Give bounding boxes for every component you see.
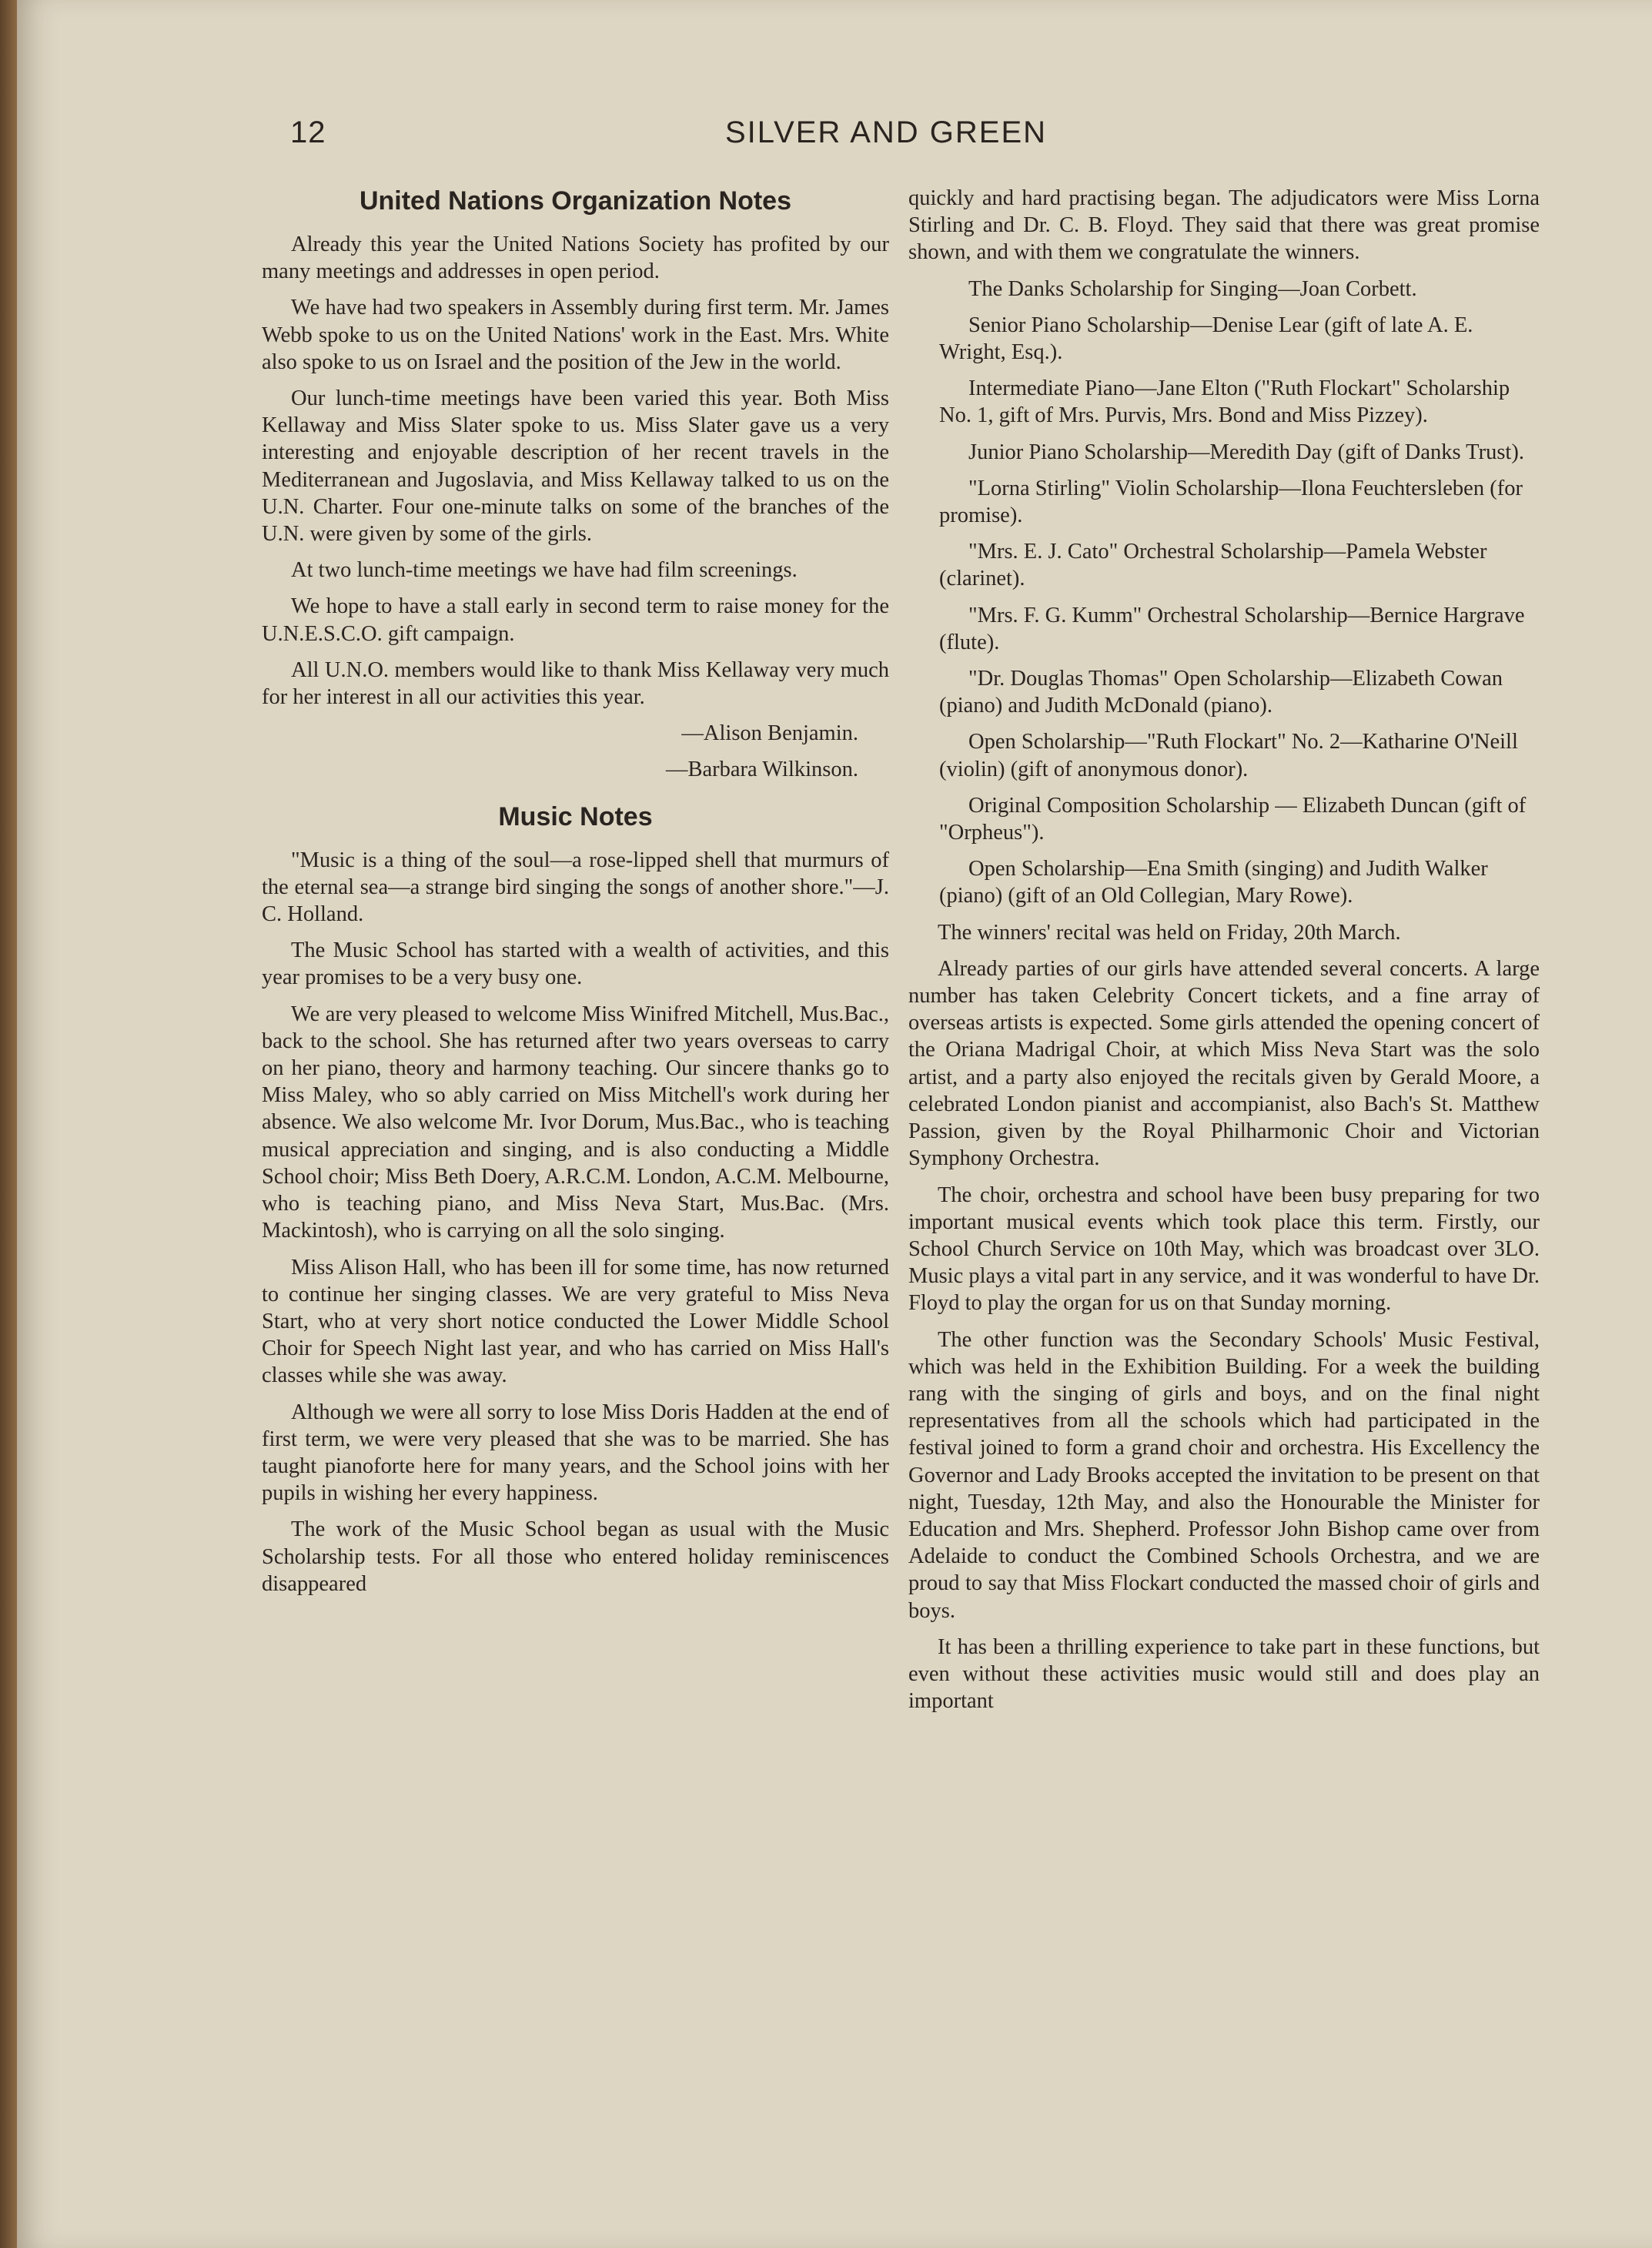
scholarship-item: Intermediate Piano—Jane Elton ("Ruth Flockart" Scholarship No. 1, gift of Mrs. Purvis, Mrs. Bond and Miss Pizzey). [939,376,1510,428]
signature: —Alison Benjamin. [681,721,858,746]
uno-paragraph: We hope to have a stall early in second term to raise money for the U.N.E.S.C.O. gift campaign. [262,594,889,646]
uno-heading: United Nations Organization Notes [359,186,792,216]
music-heading: Music Notes [498,801,653,831]
right-column [908,185,1540,1724]
page-header [17,115,1652,162]
music-paragraph: It has been a thrilling experience to take part in these functions, but even without these activities music would still and does play an important [908,1634,1540,1714]
signature: —Barbara Wilkinson. [665,758,858,782]
music-paragraph: The winners' recital was held on Friday, 20th March. [938,920,1401,945]
scholarship-item: Open Scholarship—Ena Smith (singing) and Judith Walker (piano) (gift of an Old Collegian, Mary Rowe). [939,857,1488,908]
uno-paragraph: At two lunch-time meetings we have had film screenings. [291,558,798,583]
music-paragraph: The Music School has started with a wealth of activities, and this year promises to be a very busy one. [262,938,889,990]
uno-paragraph: Our lunch-time meetings have been varied this year. Both Miss Kellaway and Miss Slater spoke to us. Miss Slater gave us a very interesting and enjoyable description of her recent travels in the Mediterranean and Jugoslavia, and Miss Kellaway talked to us on the U.N. Charter. Four one-minute talks on some of the branches of the U.N. were given by some of the girls. [262,386,889,547]
left-column [262,185,889,1607]
scholarship-item: "Dr. Douglas Thomas" Open Scholarship—Elizabeth Cowan (piano) and Judith McDonald (piano). [939,667,1503,718]
running-title: SILVER AND GREEN [725,115,1048,149]
music-quote: "Music is a thing of the soul—a rose-lipped shell that murmurs of the eternal sea—a strange bird singing the songs of another shore."—J. C. Holland. [262,848,889,927]
scholarship-item: Original Composition Scholarship — Elizabeth Duncan (gift of "Orpheus"). [939,793,1527,845]
music-continuation: quickly and hard practising began. The adjudicators were Miss Lorna Stirling and Dr. C. B. Floyd. They said that there was great promise shown, and with them we congratulate the winners. [908,186,1540,265]
uno-paragraph: We have had two speakers in Assembly during first term. Mr. James Webb spoke to us on the United Nations' work in the East. Mrs. White also spoke to us on Israel and the position of the Jew in the world. [262,296,889,374]
music-paragraph: Already parties of our girls have attended several concerts. A large number has taken Celebrity Concert tickets, and a fine array of overseas artists is expected. Some girls attended the opening concert of the Oriana Madrigal Choir, at which Miss Neva Start was the solo artist, and a party also enjoyed the recitals given by Gerald Moore, a celebrated London pianist and accompianist, also Bach's St. Matthew Passion, given by the Royal Philharmonic Choir and Victorian Symphony Orchestra. [908,956,1540,1171]
page-number: 12 [290,115,326,149]
scholarship-item: Junior Piano Scholarship—Meredith Day (gift of Danks Trust). [968,440,1524,464]
page-binding [0,0,17,2248]
music-paragraph: The choir, orchestra and school have been busy preparing for two important musical events which took place this term. Firstly, our School Church Service on 10th May, which was broadcast over 3LO. Music plays a vital part in any service, and it was wonderful to have Dr. Floyd to play the organ for us on that Sunday morning. [908,1183,1540,1316]
uno-paragraph: Already this year the United Nations Society has profited by our many meetings and addresses in open period. [262,232,889,284]
scholarship-item: The Danks Scholarship for Singing—Joan Corbett. [968,276,1417,301]
music-paragraph: We are very pleased to welcome Miss Winifred Mitchell, Mus.Bac., back to the school. She has returned after two years overseas to carry on her piano, theory and harmony teaching. Our sincere thanks go to Miss Maley, who so ably carried on Miss Mitchell's work during her absence. We also welcome Mr. Ivor Dorum, Mus.Bac., who is teaching musical appreciation and singing, and is also conducting a Middle School choir; Miss Beth Doery, A.R.C.M. London, A.C.M. Melbourne, who is teaching piano, and Miss Neva Start, Mus.Bac. (Mrs. Mackintosh), who is carrying on all the solo singing. [262,1002,889,1243]
scholarship-item: "Mrs. F. G. Kumm" Orchestral Scholarship—Bernice Hargrave (flute). [939,603,1525,654]
scholarship-item: "Mrs. E. J. Cato" Orchestral Scholarship—Pamela Webster (clarinet). [939,540,1487,591]
uno-paragraph: All U.N.O. members would like to thank Miss Kellaway very much for her interest in all our activities this year. [262,657,889,710]
music-paragraph: Although we were all sorry to lose Miss Doris Hadden at the end of first term, we were very pleased that she was to be married. She has taught pianoforte here for many years, and the School joins with her pupils in wishing her every happiness. [262,1400,889,1506]
scholarship-item: Senior Piano Scholarship—Denise Lear (gift of late A. E. Wright, Esq.). [939,313,1473,365]
scholarship-item: Open Scholarship—"Ruth Flockart" No. 2—Katharine O'Neill (violin) (gift of anonymous donor). [939,730,1518,781]
magazine-page [17,0,1652,2248]
music-paragraph: The other function was the Secondary Schools' Music Festival, which was held in the Exhibition Building. For a week the building rang with the singing of girls and boys, and on the final night representatives from all the schools which had participated in the festival joined to form a grand choir and orchestra. His Excellency the Governor and Lady Brooks accepted the invitation to be present on that night, Tuesday, 12th May, and also the Honourable the Minister for Education and Mrs. Shepherd. Professor John Bishop came over from Adelaide to conduct the Combined Schools Orchestra, and we are proud to say that Miss Flockart conducted the massed choir of girls and boys. [908,1327,1540,1623]
music-paragraph: The work of the Music School began as usual with the Music Scholarship tests. For all those who entered holiday reminiscences disappeared [262,1517,889,1596]
scholarship-item: "Lorna Stirling" Violin Scholarship—Ilona Feuchtersleben (for promise). [939,476,1523,528]
music-paragraph: Miss Alison Hall, who has been ill for some time, has now returned to continue her singing classes. We are very grateful to Miss Neva Start, who at very short notice conducted the Lower Middle School Choir for Speech Night last year, and who has carried on Miss Hall's classes while she was away. [262,1255,889,1388]
